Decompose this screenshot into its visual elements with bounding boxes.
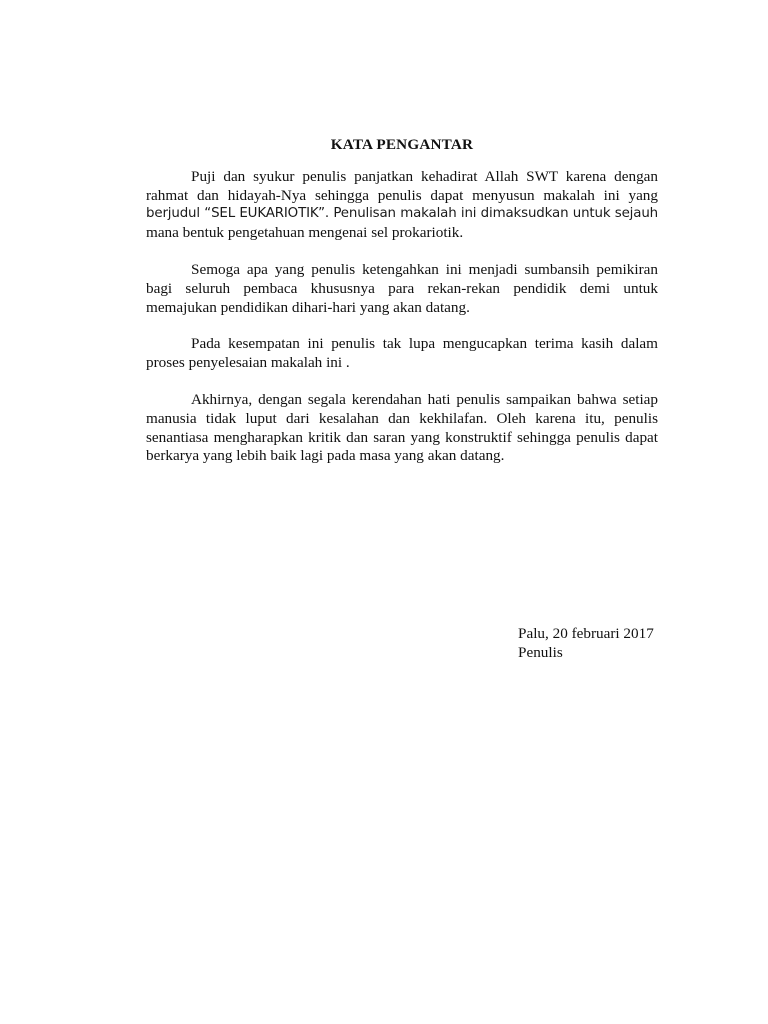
paragraph-line: proses penyelesaian makalah ini . [146, 354, 350, 372]
paragraph-line: bagi seluruh pembaca khususnya para rekan-rekan pendidik demi untuk [146, 279, 658, 297]
paragraph-3 [146, 335, 658, 373]
paragraph-line: Pada kesempatan ini penulis tak lupa mengucapkan terima kasih dalam [191, 335, 658, 353]
paragraph-line: berjudul “SEL EUKARIOTIK”. Penulisan makalah ini dimaksudkan untuk sejauh [146, 206, 658, 222]
paragraph-line: manusia tidak luput dari kesalahan dan kekhilafan. Oleh karena itu, penulis [146, 409, 658, 427]
paragraph-2 [146, 261, 658, 317]
paragraph-line: berkarya yang lebih baik lagi pada masa yang akan datang. [146, 447, 505, 465]
signature-role: Penulis [518, 643, 563, 661]
paragraph-line: Akhirnya, dengan segala kerendahan hati penulis sampaikan bahwa setiap [191, 390, 658, 408]
document-body [146, 136, 658, 484]
document-title: KATA PENGANTAR [330, 136, 474, 153]
paragraph-line: mana bentuk pengetahuan mengenai sel prokariotik. [146, 224, 464, 242]
paragraph-line: Puji dan syukur penulis panjatkan kehadirat Allah SWT karena dengan [191, 167, 658, 185]
paragraph-1 [146, 168, 658, 243]
paragraph-line: senantiasa mengharapkan kritik dan saran yang konstruktif sehingga penulis dapat [146, 428, 658, 446]
paragraph-4 [146, 391, 658, 466]
paragraph-line: rahmat dan hidayah-Nya sehingga penulis dapat menyusun makalah ini yang [146, 186, 658, 204]
paragraph-line: memajukan pendidikan dihari-hari yang akan datang. [146, 298, 470, 316]
paragraph-line: Semoga apa yang penulis ketengahkan ini menjadi sumbansih pemikiran [191, 260, 658, 278]
signature-place-date: Palu, 20 februari 2017 [518, 625, 654, 642]
signature-block [518, 625, 658, 663]
